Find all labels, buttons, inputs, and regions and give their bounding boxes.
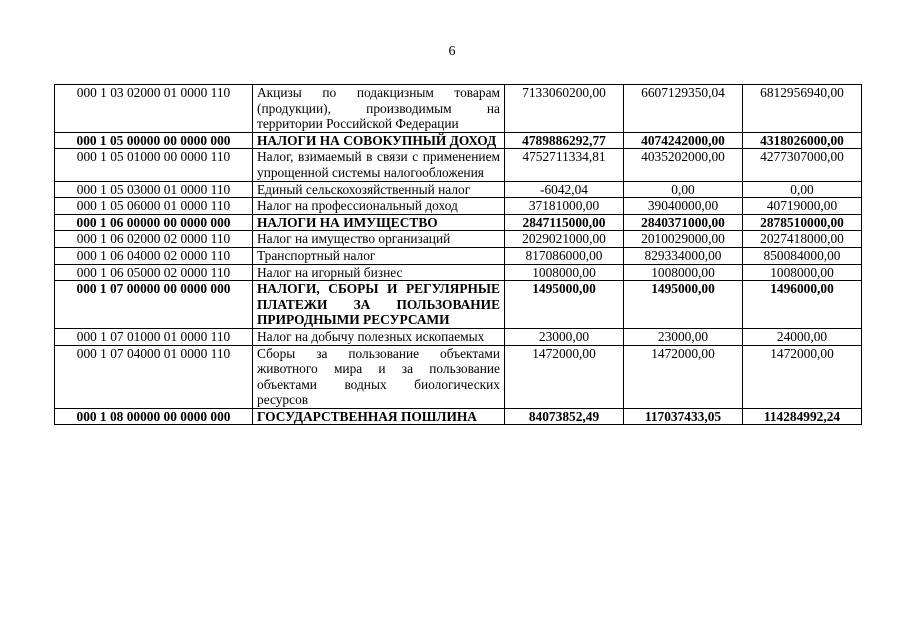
amount-year-2-cell: 4074242000,00 (624, 132, 743, 149)
table-row (55, 231, 862, 248)
table-row (55, 247, 862, 264)
revenue-name-cell: НАЛОГИ НА СОВОКУПНЫЙ ДОХОД (253, 132, 505, 149)
budget-code-cell: 000 1 03 02000 01 0000 110 (55, 85, 253, 133)
amount-year-3-cell: 1008000,00 (743, 264, 862, 281)
revenue-name-cell: Налог на добычу полезных ископаемых (253, 328, 505, 345)
amount-year-1-cell: 4752711334,81 (505, 149, 624, 181)
revenue-name-cell: Транспортный налог (253, 247, 505, 264)
revenue-name-cell: Налог на имущество организаций (253, 231, 505, 248)
revenue-name-cell: Налог на игорный бизнес (253, 264, 505, 281)
amount-year-3-cell: 40719000,00 (743, 198, 862, 215)
budget-code-cell: 000 1 06 05000 02 0000 110 (55, 264, 253, 281)
amount-year-3-cell: 850084000,00 (743, 247, 862, 264)
amount-year-2-cell: 4035202000,00 (624, 149, 743, 181)
budget-code-cell: 000 1 06 04000 02 0000 110 (55, 247, 253, 264)
budget-code-cell: 000 1 05 00000 00 0000 000 (55, 132, 253, 149)
budget-code-cell: 000 1 05 03000 01 0000 110 (55, 181, 253, 198)
amount-year-2-cell: 829334000,00 (624, 247, 743, 264)
budget-code-cell: 000 1 07 00000 00 0000 000 (55, 281, 253, 329)
revenue-name-cell: ГОСУДАРСТВЕННАЯ ПОШЛИНА (253, 408, 505, 425)
amount-year-1-cell: 2029021000,00 (505, 231, 624, 248)
amount-year-1-cell: 2847115000,00 (505, 214, 624, 231)
amount-year-3-cell: 1472000,00 (743, 345, 862, 408)
budget-code-cell: 000 1 07 04000 01 0000 110 (55, 345, 253, 408)
amount-year-2-cell: 23000,00 (624, 328, 743, 345)
revenue-name-cell: Налог, взимаемый в связи с применением упрощенной системы налогообложения (253, 149, 505, 181)
budget-code-cell: 000 1 07 01000 01 0000 110 (55, 328, 253, 345)
amount-year-3-cell: 0,00 (743, 181, 862, 198)
amount-year-1-cell: 37181000,00 (505, 198, 624, 215)
amount-year-1-cell: 4789886292,77 (505, 132, 624, 149)
budget-code-cell: 000 1 05 01000 00 0000 110 (55, 149, 253, 181)
budget-code-cell: 000 1 05 06000 01 0000 110 (55, 198, 253, 215)
amount-year-3-cell: 2027418000,00 (743, 231, 862, 248)
amount-year-1-cell: -6042,04 (505, 181, 624, 198)
table-row (55, 281, 862, 329)
amount-year-2-cell: 39040000,00 (624, 198, 743, 215)
amount-year-1-cell: 23000,00 (505, 328, 624, 345)
amount-year-2-cell: 1472000,00 (624, 345, 743, 408)
revenue-name-cell: Единый сельскохозяйственный налог (253, 181, 505, 198)
budget-revenue-table (54, 84, 862, 425)
revenue-name-cell: НАЛОГИ НА ИМУЩЕСТВО (253, 214, 505, 231)
table-row (55, 408, 862, 425)
amount-year-1-cell: 817086000,00 (505, 247, 624, 264)
table-row (55, 149, 862, 181)
budget-code-cell: 000 1 08 00000 00 0000 000 (55, 408, 253, 425)
table-row (55, 85, 862, 133)
table-row (55, 181, 862, 198)
revenue-name-cell: Акцизы по подакцизным товарам (продукции), производимым на территории Российской Федерации (253, 85, 505, 133)
amount-year-3-cell: 4277307000,00 (743, 149, 862, 181)
budget-code-cell: 000 1 06 00000 00 0000 000 (55, 214, 253, 231)
amount-year-3-cell: 114284992,24 (743, 408, 862, 425)
amount-year-3-cell: 4318026000,00 (743, 132, 862, 149)
amount-year-1-cell: 1495000,00 (505, 281, 624, 329)
table-row (55, 214, 862, 231)
amount-year-2-cell: 2840371000,00 (624, 214, 743, 231)
amount-year-2-cell: 6607129350,04 (624, 85, 743, 133)
revenue-name-cell: Налог на профессиональный доход (253, 198, 505, 215)
revenue-name-cell: Сборы за пользование объектами животного мира и за пользование объектами водных биологических ресурсов (253, 345, 505, 408)
amount-year-1-cell: 84073852,49 (505, 408, 624, 425)
amount-year-3-cell: 1496000,00 (743, 281, 862, 329)
table-row (55, 328, 862, 345)
amount-year-2-cell: 0,00 (624, 181, 743, 198)
amount-year-3-cell: 6812956940,00 (743, 85, 862, 133)
table-row (55, 345, 862, 408)
amount-year-3-cell: 24000,00 (743, 328, 862, 345)
budget-code-cell: 000 1 06 02000 02 0000 110 (55, 231, 253, 248)
table-row (55, 198, 862, 215)
page-number: 6 (448, 44, 456, 59)
amount-year-3-cell: 2878510000,00 (743, 214, 862, 231)
amount-year-2-cell: 117037433,05 (624, 408, 743, 425)
amount-year-2-cell: 2010029000,00 (624, 231, 743, 248)
table-row (55, 264, 862, 281)
amount-year-2-cell: 1008000,00 (624, 264, 743, 281)
amount-year-1-cell: 7133060200,00 (505, 85, 624, 133)
revenue-name-cell: НАЛОГИ, СБОРЫ И РЕГУЛЯРНЫЕ ПЛАТЕЖИ ЗА ПОЛЬЗОВАНИЕ ПРИРОДНЫМИ РЕСУРСАМИ (253, 281, 505, 329)
table-row (55, 132, 862, 149)
amount-year-2-cell: 1495000,00 (624, 281, 743, 329)
amount-year-1-cell: 1008000,00 (505, 264, 624, 281)
amount-year-1-cell: 1472000,00 (505, 345, 624, 408)
